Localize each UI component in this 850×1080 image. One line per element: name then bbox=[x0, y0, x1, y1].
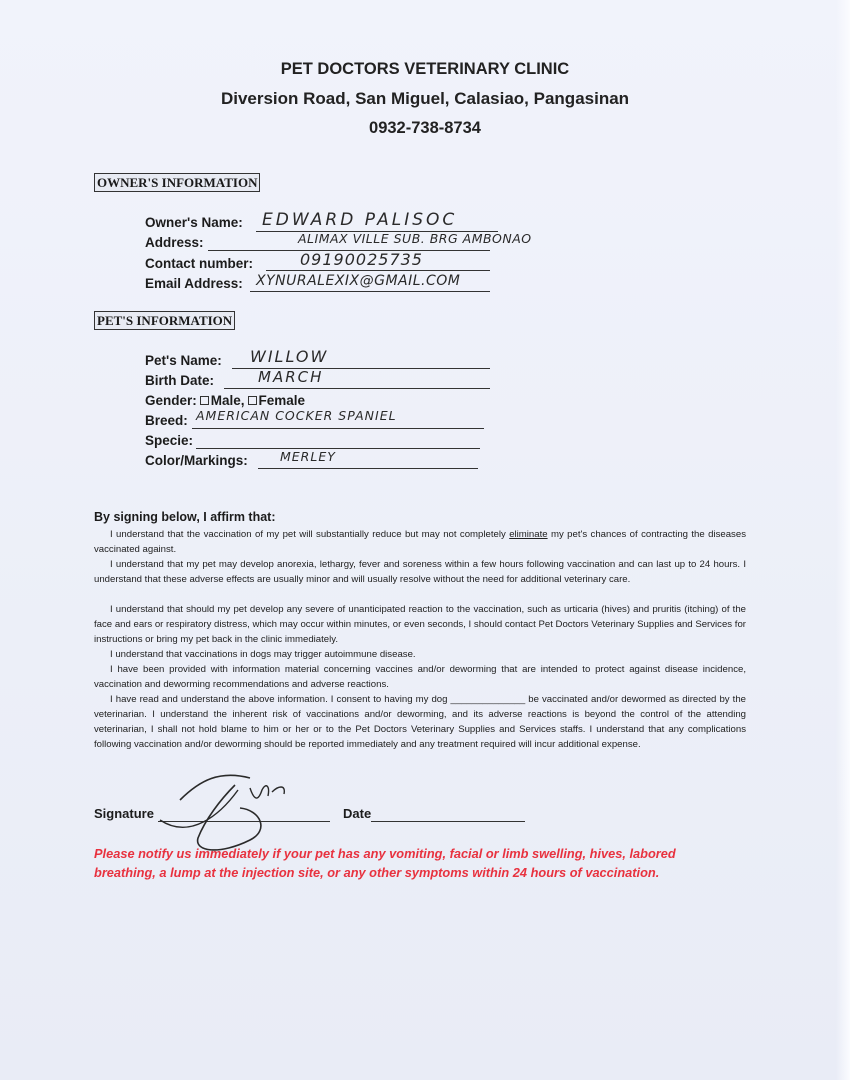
breed-value: AMERICAN COCKER SPANIEL bbox=[196, 408, 397, 423]
consent-paragraph-6 bbox=[94, 692, 746, 752]
post-vaccination-notice: Please notify us immediately if your pet has any vomiting, facial or limb swelling, hives, labored breathing, a lump at the injection site, or any other symptoms within 24 hours of vaccination. bbox=[94, 846, 676, 880]
owner-contact-field[interactable] bbox=[266, 270, 490, 271]
female-option-label: Female bbox=[258, 393, 306, 408]
owner-address-label: Address: bbox=[145, 235, 204, 250]
date-field[interactable] bbox=[371, 821, 525, 822]
owner-name-value: EDWARD PALISOC bbox=[262, 210, 458, 230]
pet-name-label: Pet's Name: bbox=[145, 353, 222, 368]
color-markings-label: Color/Markings: bbox=[145, 453, 248, 468]
eliminate-underlined: eliminate bbox=[509, 529, 548, 540]
consent-text: I understand that the vaccination of my pet will substantially reduce but may not completely bbox=[110, 529, 510, 540]
affirm-heading: By signing below, I affirm that: bbox=[94, 510, 276, 524]
birth-date-value: MARCH bbox=[258, 368, 324, 386]
birth-date-label: Birth Date: bbox=[145, 373, 215, 388]
signature-label: Signature bbox=[94, 806, 154, 821]
male-checkbox[interactable] bbox=[200, 396, 209, 405]
consent-text: I understand that my pet may develop anorexia, lethargy, fever and soreness within a few hours following vaccination and can last up to 24 hours. I understand that these adverse effects are usually minor and will usually resolve without the need for additional veterinary care. bbox=[94, 559, 746, 585]
consent-paragraph-2 bbox=[94, 557, 746, 587]
male-option-label: Male, bbox=[210, 393, 245, 408]
owner-email-field[interactable] bbox=[250, 291, 490, 292]
color-markings-field[interactable] bbox=[258, 468, 478, 469]
consent-text: my pet's chances of contracting the diseases vaccinated against. bbox=[94, 529, 746, 555]
consent-paragraph-3 bbox=[94, 602, 746, 647]
owner-section-label: OWNER'S INFORMATION bbox=[94, 173, 260, 192]
color-markings-value: MERLEY bbox=[280, 449, 336, 464]
consent-text: I have been provided with information material concerning vaccines and/or deworming that are intended to protect against disease incidence, vaccination and deworming recommendations and adverse reactions. bbox=[94, 664, 746, 690]
specie-field[interactable] bbox=[196, 448, 480, 449]
owner-email-value: XYNURALEXIX@GMAIL.COM bbox=[256, 273, 461, 289]
consent-text: I understand that vaccinations in dogs may trigger autoimmune disease. bbox=[110, 649, 416, 660]
breed-field[interactable] bbox=[192, 428, 484, 429]
female-checkbox[interactable] bbox=[248, 396, 257, 405]
owner-contact-value: 09190025735 bbox=[300, 250, 423, 269]
clinic-address: Diversion Road, San Miguel, Calasiao, Pangasinan bbox=[220, 89, 630, 108]
birth-date-field[interactable] bbox=[224, 388, 490, 389]
gender-label: Gender: bbox=[145, 393, 197, 408]
consent-paragraph-1 bbox=[94, 527, 746, 557]
consent-paragraph-4 bbox=[94, 647, 746, 662]
gender-row bbox=[145, 393, 305, 408]
pet-section-label: PET'S INFORMATION bbox=[94, 311, 235, 330]
breed-label: Breed: bbox=[145, 413, 188, 428]
consent-paragraph-5 bbox=[94, 662, 746, 692]
clinic-phone: 0932-738-8734 bbox=[369, 119, 481, 137]
owner-email-label: Email Address: bbox=[145, 276, 243, 291]
consent-text: I understand that should my pet develop any severe of unanticipated reaction to the vaccination, such as urticaria (hives) and pruritis (itching) of the face and ears or respiratory distress, which may occur within minutes, or even seconds, I should contact Pet Doctors Veterinary Supplies and Services for instructions or bring my pet back in the clinic immediately. bbox=[94, 604, 746, 645]
pet-name-value: WILLOW bbox=[250, 347, 329, 366]
owner-address-value: ALIMAX VILLE SUB. BRG AMBONAO bbox=[298, 231, 532, 246]
specie-label: Specie: bbox=[145, 433, 194, 448]
date-label: Date bbox=[343, 806, 372, 821]
owner-name-label: Owner's Name: bbox=[145, 215, 243, 230]
clinic-name: PET DOCTORS VETERINARY CLINIC bbox=[280, 60, 570, 78]
owner-contact-label: Contact number: bbox=[145, 256, 253, 271]
consent-text: I have read and understand the above information. I consent to having my dog ______________ be vaccinated and/or dewormed as directed by the veterinarian. I understand the inherent risk of vaccinations and/or deworming, and its adverse reactions is beyond the control of the attending veterinarian, I shall not hold blame to him or her or to the Pet Doctors Veterinary Supplies and Services staffs. I understand that any complications following vaccination and/or deworming should be reported immediately and any treatment required will incur additional expense. bbox=[94, 694, 746, 750]
